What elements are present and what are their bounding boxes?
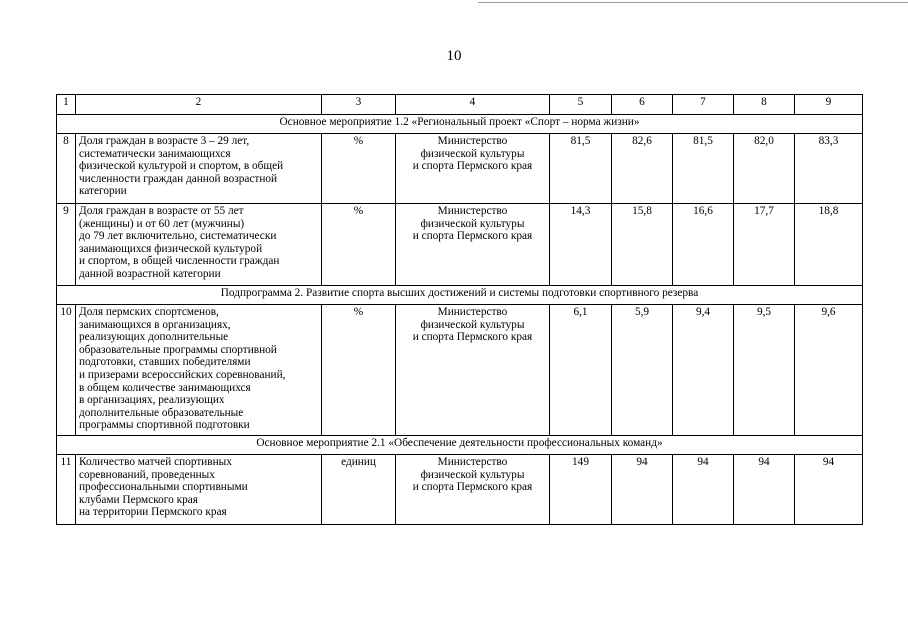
value-cell: 18,8 bbox=[795, 204, 863, 286]
row-number: 8 bbox=[57, 134, 76, 204]
column-header: 3 bbox=[322, 95, 396, 115]
top-rule bbox=[478, 2, 908, 3]
value-cell: 83,3 bbox=[795, 134, 863, 204]
indicator-description: Доля граждан в возрасте 3 – 29 лет, систематически занимающихся физической культурой и спортом, в общей численности граждан данной возрастной категории bbox=[76, 134, 322, 204]
value-cell: 5,9 bbox=[612, 305, 673, 436]
value-cell: 81,5 bbox=[673, 134, 734, 204]
indicator-description: Доля граждан в возрасте от 55 лет (женщины) и от 60 лет (мужчины) до 79 лет включительно, систематически занимающихся физической культурой и спортом, в общей численности граждан данной возрастной категории bbox=[76, 204, 322, 286]
row-number: 10 bbox=[57, 305, 76, 436]
value-cell: 94 bbox=[612, 455, 673, 525]
section-title: Основное мероприятие 2.1 «Обеспечение деятельности профессиональных команд» bbox=[57, 436, 863, 455]
value-cell: 9,4 bbox=[673, 305, 734, 436]
page-number: 10 bbox=[446, 48, 462, 64]
table-row bbox=[57, 204, 863, 286]
section-title: Подпрограмма 2. Развитие спорта высших достижений и системы подготовки спортивного резерва bbox=[57, 286, 863, 305]
value-cell: 94 bbox=[734, 455, 795, 525]
column-header: 4 bbox=[396, 95, 550, 115]
unit-cell: % bbox=[322, 204, 396, 286]
value-cell: 9,6 bbox=[795, 305, 863, 436]
value-cell: 16,6 bbox=[673, 204, 734, 286]
unit-cell: % bbox=[322, 134, 396, 204]
column-header: 1 bbox=[57, 95, 76, 115]
value-cell: 15,8 bbox=[612, 204, 673, 286]
table-row bbox=[57, 455, 863, 525]
column-header: 5 bbox=[550, 95, 612, 115]
column-header: 7 bbox=[673, 95, 734, 115]
table-row bbox=[57, 305, 863, 436]
column-header: 8 bbox=[734, 95, 795, 115]
value-cell: 17,7 bbox=[734, 204, 795, 286]
responsible-executor: Министерство физической культуры и спорта Пермского края bbox=[396, 455, 550, 525]
column-header: 9 bbox=[795, 95, 863, 115]
section-title: Основное мероприятие 1.2 «Региональный проект «Спорт – норма жизни» bbox=[57, 115, 863, 134]
value-cell: 82,0 bbox=[734, 134, 795, 204]
column-header: 6 bbox=[612, 95, 673, 115]
value-cell: 81,5 bbox=[550, 134, 612, 204]
column-number-row bbox=[57, 95, 863, 115]
table-row bbox=[57, 134, 863, 204]
unit-cell: единиц bbox=[322, 455, 396, 525]
indicators-table bbox=[56, 94, 863, 525]
section-row bbox=[57, 115, 863, 134]
indicator-description: Доля пермских спортсменов, занимающихся в организациях, реализующих дополнительные образовательные программы спортивной подготовки, ставших победителями и призерами всероссийских соревнований, в общем количестве занимающихся в организациях, реализующих дополнительные образовательные программы спортивной подготовки bbox=[76, 305, 322, 436]
responsible-executor: Министерство физической культуры и спорта Пермского края bbox=[396, 204, 550, 286]
value-cell: 9,5 bbox=[734, 305, 795, 436]
unit-cell: % bbox=[322, 305, 396, 436]
responsible-executor: Министерство физической культуры и спорта Пермского края bbox=[396, 305, 550, 436]
value-cell: 14,3 bbox=[550, 204, 612, 286]
value-cell: 94 bbox=[795, 455, 863, 525]
value-cell: 6,1 bbox=[550, 305, 612, 436]
value-cell: 82,6 bbox=[612, 134, 673, 204]
responsible-executor: Министерство физической культуры и спорта Пермского края bbox=[396, 134, 550, 204]
indicator-description: Количество матчей спортивных соревнований, проведенных профессиональными спортивными клубами Пермского края на территории Пермского края bbox=[76, 455, 322, 525]
column-header: 2 bbox=[76, 95, 322, 115]
value-cell: 94 bbox=[673, 455, 734, 525]
row-number: 9 bbox=[57, 204, 76, 286]
value-cell: 149 bbox=[550, 455, 612, 525]
section-row bbox=[57, 286, 863, 305]
section-row bbox=[57, 436, 863, 455]
row-number: 11 bbox=[57, 455, 76, 525]
